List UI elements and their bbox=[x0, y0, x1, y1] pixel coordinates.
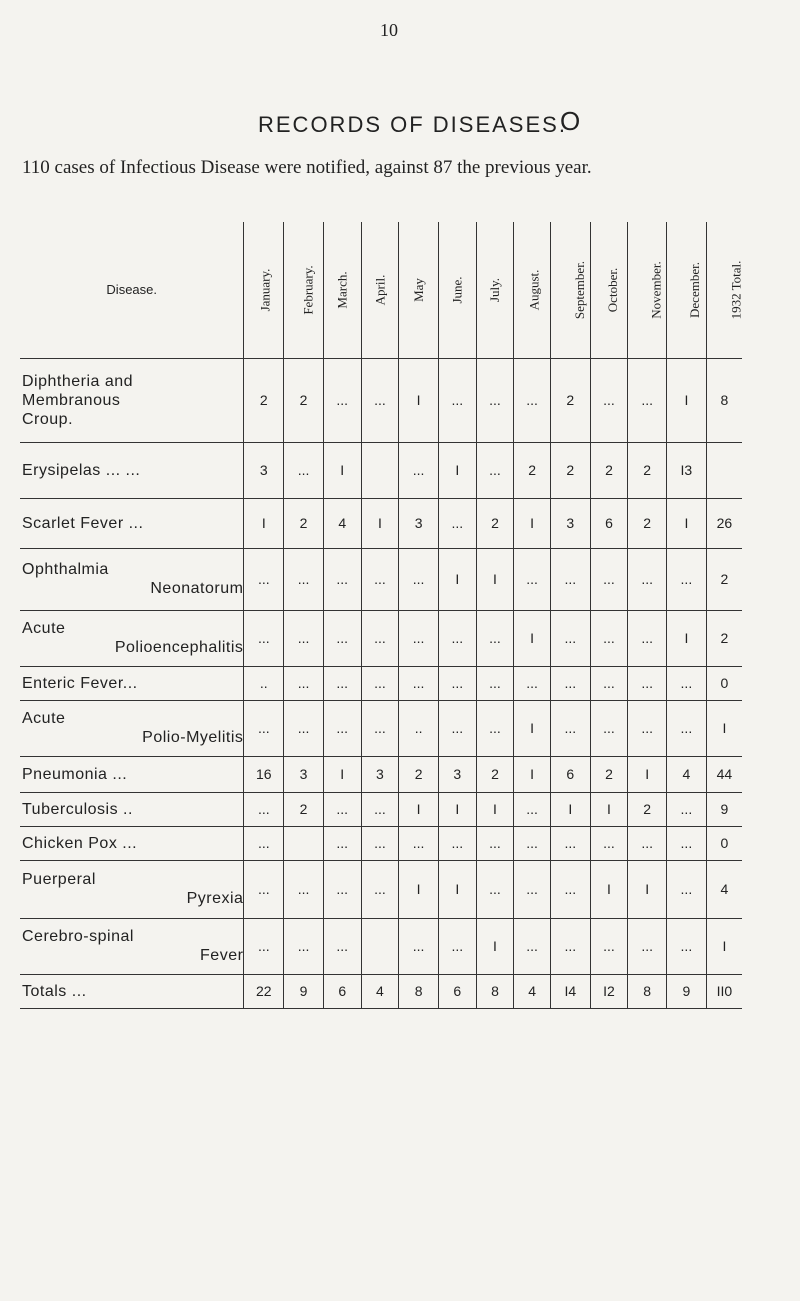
disease-name-line: Polioencephalitis bbox=[114, 639, 244, 656]
cell-value: ... bbox=[244, 700, 284, 756]
month-column-header bbox=[514, 222, 551, 358]
cell-value: 26 bbox=[706, 498, 742, 548]
total-value: 6 bbox=[323, 974, 361, 1008]
month-column-label: April. bbox=[371, 274, 387, 306]
cell-value: ... bbox=[550, 700, 590, 756]
cell-value: I bbox=[667, 610, 707, 666]
disease-name bbox=[20, 498, 244, 548]
cell-value: 16 bbox=[244, 756, 284, 792]
cell-value: ... bbox=[667, 666, 707, 700]
cell-value: ... bbox=[514, 860, 551, 918]
cell-value: 3 bbox=[361, 756, 399, 792]
cell-value: 3 bbox=[244, 442, 284, 498]
cell-value: ... bbox=[323, 860, 361, 918]
cell-value: ... bbox=[438, 666, 476, 700]
disease-name-line: Neonatorum bbox=[150, 580, 244, 597]
month-column-header bbox=[706, 222, 742, 358]
cell-value: ... bbox=[323, 700, 361, 756]
total-value: 22 bbox=[244, 974, 284, 1008]
totals-label: Totals ... bbox=[20, 974, 244, 1008]
cell-value: I bbox=[399, 792, 439, 826]
cell-value: ... bbox=[514, 358, 551, 442]
cell-value: ... bbox=[284, 700, 324, 756]
cell-value: ... bbox=[476, 826, 514, 860]
cell-value: ... bbox=[284, 860, 324, 918]
cell-value: ... bbox=[244, 918, 284, 974]
cell-value: I bbox=[550, 792, 590, 826]
cell-value: I bbox=[323, 756, 361, 792]
cell-value: ... bbox=[667, 918, 707, 974]
cell-value: ... bbox=[244, 826, 284, 860]
disease-name bbox=[20, 442, 244, 498]
disease-name-line: Enteric Fever... bbox=[22, 674, 138, 692]
disease-name bbox=[20, 918, 244, 974]
total-value: 4 bbox=[361, 974, 399, 1008]
table-row bbox=[20, 442, 742, 498]
intro-paragraph: 110 cases of Infectious Disease were notified, against 87 the previous year. bbox=[22, 157, 592, 178]
month-column-label: March. bbox=[334, 271, 350, 309]
cell-value bbox=[361, 442, 399, 498]
cell-value: ... bbox=[514, 918, 551, 974]
disease-name-line: Pneumonia ... bbox=[22, 765, 128, 783]
cell-value: 2 bbox=[399, 756, 439, 792]
cell-value: 8 bbox=[706, 358, 742, 442]
cell-value: I bbox=[399, 860, 439, 918]
month-column-header bbox=[590, 222, 628, 358]
cell-value: ... bbox=[361, 548, 399, 610]
cell-value: 2 bbox=[284, 498, 324, 548]
cell-value: 2 bbox=[550, 442, 590, 498]
cell-value: 2 bbox=[628, 792, 667, 826]
cell-value: 4 bbox=[706, 860, 742, 918]
cell-value: 9 bbox=[706, 792, 742, 826]
cell-value: ... bbox=[590, 548, 628, 610]
cell-value: ... bbox=[361, 826, 399, 860]
disease-name-line: Acute bbox=[22, 620, 66, 637]
disease-name bbox=[20, 548, 244, 610]
disease-name bbox=[20, 610, 244, 666]
cell-value: ... bbox=[628, 666, 667, 700]
disease-name-line: Fever bbox=[200, 947, 244, 964]
cell-value: 3 bbox=[399, 498, 439, 548]
header-row bbox=[20, 222, 742, 358]
total-value: 8 bbox=[476, 974, 514, 1008]
cell-value: ... bbox=[514, 548, 551, 610]
total-value: I2 bbox=[590, 974, 628, 1008]
cell-value: ... bbox=[399, 548, 439, 610]
cell-value: 6 bbox=[590, 498, 628, 548]
cell-value: 4 bbox=[323, 498, 361, 548]
cell-value: 3 bbox=[284, 756, 324, 792]
month-column-label: February. bbox=[300, 265, 316, 315]
cell-value: I bbox=[667, 498, 707, 548]
cell-value: ... bbox=[323, 826, 361, 860]
table-row bbox=[20, 610, 742, 666]
cell-value: ... bbox=[361, 358, 399, 442]
month-column-label: December. bbox=[686, 261, 702, 318]
cell-value: 2 bbox=[476, 498, 514, 548]
cell-value: ... bbox=[590, 666, 628, 700]
table-row bbox=[20, 918, 742, 974]
totals-row bbox=[20, 974, 742, 1008]
cell-value: ... bbox=[244, 792, 284, 826]
corner-mark: O bbox=[560, 106, 581, 136]
cell-value: I bbox=[323, 442, 361, 498]
month-column-header bbox=[244, 222, 284, 358]
month-column-label: July. bbox=[486, 277, 502, 302]
cell-value: ... bbox=[323, 792, 361, 826]
disease-name-line: Acute bbox=[22, 710, 66, 727]
cell-value: I bbox=[667, 358, 707, 442]
month-column-label: June. bbox=[449, 276, 465, 304]
cell-value: I bbox=[514, 756, 551, 792]
cell-value: ... bbox=[628, 826, 667, 860]
cell-value: ... bbox=[438, 498, 476, 548]
cell-value: ... bbox=[244, 548, 284, 610]
cell-value: ... bbox=[514, 666, 551, 700]
cell-value: I bbox=[244, 498, 284, 548]
cell-value: ... bbox=[244, 610, 284, 666]
table-row bbox=[20, 860, 742, 918]
disease-name bbox=[20, 826, 244, 860]
cell-value: ... bbox=[667, 860, 707, 918]
disease-name-line: Polio-Myelitis bbox=[142, 729, 244, 746]
table-row bbox=[20, 792, 742, 826]
disease-name-line: Puerperal bbox=[22, 871, 96, 888]
cell-value: I bbox=[476, 548, 514, 610]
cell-value: 2 bbox=[628, 498, 667, 548]
table-row bbox=[20, 826, 742, 860]
cell-value: ... bbox=[476, 666, 514, 700]
cell-value: ... bbox=[399, 610, 439, 666]
disease-name-line: Tuberculosis .. bbox=[22, 800, 133, 818]
cell-value: ... bbox=[550, 548, 590, 610]
disease-name-line: Pyrexia bbox=[186, 890, 244, 907]
cell-value: I bbox=[399, 358, 439, 442]
table-row bbox=[20, 548, 742, 610]
cell-value: 0 bbox=[706, 826, 742, 860]
table-row bbox=[20, 666, 742, 700]
cell-value: .. bbox=[399, 700, 439, 756]
cell-value: I bbox=[628, 860, 667, 918]
cell-value: ... bbox=[667, 826, 707, 860]
cell-value: 2 bbox=[628, 442, 667, 498]
month-column-label: May bbox=[410, 277, 426, 302]
cell-value: 2 bbox=[514, 442, 551, 498]
cell-value: I bbox=[514, 700, 551, 756]
cell-value: ... bbox=[476, 610, 514, 666]
disease-name bbox=[20, 358, 244, 442]
cell-value: ... bbox=[323, 666, 361, 700]
disease-records-table bbox=[20, 222, 742, 1009]
cell-value: I bbox=[476, 792, 514, 826]
cell-value: 4 bbox=[667, 756, 707, 792]
page-title: RECORDS OF DISEASES. bbox=[258, 112, 567, 137]
table-row bbox=[20, 756, 742, 792]
cell-value: ... bbox=[284, 610, 324, 666]
cell-value: I bbox=[438, 442, 476, 498]
cell-value: ... bbox=[438, 358, 476, 442]
cell-value: 2 bbox=[706, 548, 742, 610]
table-row bbox=[20, 498, 742, 548]
cell-value: ... bbox=[476, 860, 514, 918]
cell-value: ... bbox=[361, 700, 399, 756]
cell-value bbox=[706, 442, 742, 498]
cell-value: ... bbox=[590, 700, 628, 756]
cell-value: 2 bbox=[284, 792, 324, 826]
cell-value: ... bbox=[628, 548, 667, 610]
cell-value: ... bbox=[361, 792, 399, 826]
cell-value: ... bbox=[323, 610, 361, 666]
disease-name-line: Scarlet Fever ... bbox=[22, 514, 144, 532]
cell-value: ... bbox=[550, 826, 590, 860]
cell-value: ... bbox=[284, 442, 324, 498]
total-value: 6 bbox=[438, 974, 476, 1008]
total-value: 9 bbox=[284, 974, 324, 1008]
cell-value: ... bbox=[399, 442, 439, 498]
cell-value: ... bbox=[590, 918, 628, 974]
cell-value: ... bbox=[514, 792, 551, 826]
month-column-label: September. bbox=[571, 260, 587, 319]
cell-value: ... bbox=[550, 610, 590, 666]
cell-value: I bbox=[706, 918, 742, 974]
cell-value: 3 bbox=[550, 498, 590, 548]
cell-value: ... bbox=[323, 548, 361, 610]
cell-value: 6 bbox=[550, 756, 590, 792]
cell-value: ... bbox=[476, 442, 514, 498]
total-value: 8 bbox=[628, 974, 667, 1008]
cell-value: ... bbox=[438, 610, 476, 666]
disease-name-line: Chicken Pox ... bbox=[22, 834, 138, 852]
cell-value: ... bbox=[284, 918, 324, 974]
cell-value: ... bbox=[550, 860, 590, 918]
cell-value: ... bbox=[244, 860, 284, 918]
disease-name bbox=[20, 792, 244, 826]
month-column-label: November. bbox=[649, 261, 665, 319]
cell-value: ... bbox=[438, 826, 476, 860]
cell-value: ... bbox=[667, 700, 707, 756]
month-column-header bbox=[667, 222, 707, 358]
cell-value: ... bbox=[590, 610, 628, 666]
total-value: II0 bbox=[706, 974, 742, 1008]
cell-value: ... bbox=[628, 700, 667, 756]
cell-value: 2 bbox=[590, 442, 628, 498]
disease-name bbox=[20, 666, 244, 700]
month-column-label: October. bbox=[604, 267, 620, 312]
cell-value: ... bbox=[399, 826, 439, 860]
month-column-header bbox=[323, 222, 361, 358]
cell-value bbox=[284, 826, 324, 860]
cell-value: I bbox=[590, 860, 628, 918]
disease-name-line: Ophthalmia bbox=[22, 561, 109, 578]
month-column-header bbox=[361, 222, 399, 358]
cell-value: 2 bbox=[590, 756, 628, 792]
disease-name bbox=[20, 700, 244, 756]
month-column-label: January. bbox=[257, 268, 273, 312]
month-column-header bbox=[399, 222, 439, 358]
cell-value: 0 bbox=[706, 666, 742, 700]
cell-value: I bbox=[628, 756, 667, 792]
cell-value: 2 bbox=[706, 610, 742, 666]
cell-value: I bbox=[476, 918, 514, 974]
month-column-header bbox=[284, 222, 324, 358]
disease-name bbox=[20, 756, 244, 792]
cell-value bbox=[361, 918, 399, 974]
cell-value: ... bbox=[284, 666, 324, 700]
cell-value: 2 bbox=[244, 358, 284, 442]
cell-value: ... bbox=[399, 918, 439, 974]
cell-value: ... bbox=[323, 358, 361, 442]
cell-value: ... bbox=[667, 548, 707, 610]
disease-name-line: Cerebro-spinal bbox=[22, 928, 134, 945]
cell-value: 2 bbox=[476, 756, 514, 792]
cell-value: I bbox=[514, 498, 551, 548]
cell-value: ... bbox=[361, 860, 399, 918]
cell-value: ... bbox=[590, 826, 628, 860]
month-column-header bbox=[628, 222, 667, 358]
disease-name-line: Croup. bbox=[22, 410, 74, 428]
disease-name bbox=[20, 860, 244, 918]
cell-value: ... bbox=[323, 918, 361, 974]
month-column-header bbox=[476, 222, 514, 358]
total-value: 9 bbox=[667, 974, 707, 1008]
cell-value: ... bbox=[628, 610, 667, 666]
cell-value: ... bbox=[514, 826, 551, 860]
cell-value: I bbox=[590, 792, 628, 826]
total-value: 8 bbox=[399, 974, 439, 1008]
month-column-label: 1932 Total. bbox=[728, 260, 744, 320]
total-value: I4 bbox=[550, 974, 590, 1008]
cell-value: 3 bbox=[438, 756, 476, 792]
cell-value: ... bbox=[628, 358, 667, 442]
cell-value: ... bbox=[284, 548, 324, 610]
cell-value: I bbox=[361, 498, 399, 548]
cell-value: I bbox=[438, 792, 476, 826]
cell-value: 2 bbox=[284, 358, 324, 442]
cell-value: I3 bbox=[667, 442, 707, 498]
month-column-label: August. bbox=[526, 269, 542, 311]
cell-value: ... bbox=[361, 666, 399, 700]
cell-value: 44 bbox=[706, 756, 742, 792]
table-row bbox=[20, 700, 742, 756]
cell-value: ... bbox=[399, 666, 439, 700]
cell-value: ... bbox=[550, 918, 590, 974]
cell-value: ... bbox=[667, 792, 707, 826]
month-column-header bbox=[550, 222, 590, 358]
disease-name-line: Diphtheria and bbox=[22, 372, 134, 390]
disease-column-header: Disease. bbox=[20, 222, 244, 358]
disease-name-line: Erysipelas ... ... bbox=[22, 461, 141, 479]
cell-value: ... bbox=[438, 918, 476, 974]
cell-value: ... bbox=[438, 700, 476, 756]
disease-name-line: Membranous bbox=[22, 391, 121, 409]
page-number: 10 bbox=[380, 20, 398, 40]
cell-value: ... bbox=[361, 610, 399, 666]
total-value: 4 bbox=[514, 974, 551, 1008]
month-column-header bbox=[438, 222, 476, 358]
cell-value: .. bbox=[244, 666, 284, 700]
cell-value: 2 bbox=[550, 358, 590, 442]
table-row bbox=[20, 358, 742, 442]
cell-value: ... bbox=[590, 358, 628, 442]
cell-value: ... bbox=[550, 666, 590, 700]
cell-value: I bbox=[438, 860, 476, 918]
cell-value: I bbox=[706, 700, 742, 756]
cell-value: I bbox=[438, 548, 476, 610]
cell-value: ... bbox=[476, 358, 514, 442]
cell-value: ... bbox=[476, 700, 514, 756]
cell-value: ... bbox=[628, 918, 667, 974]
cell-value: I bbox=[514, 610, 551, 666]
